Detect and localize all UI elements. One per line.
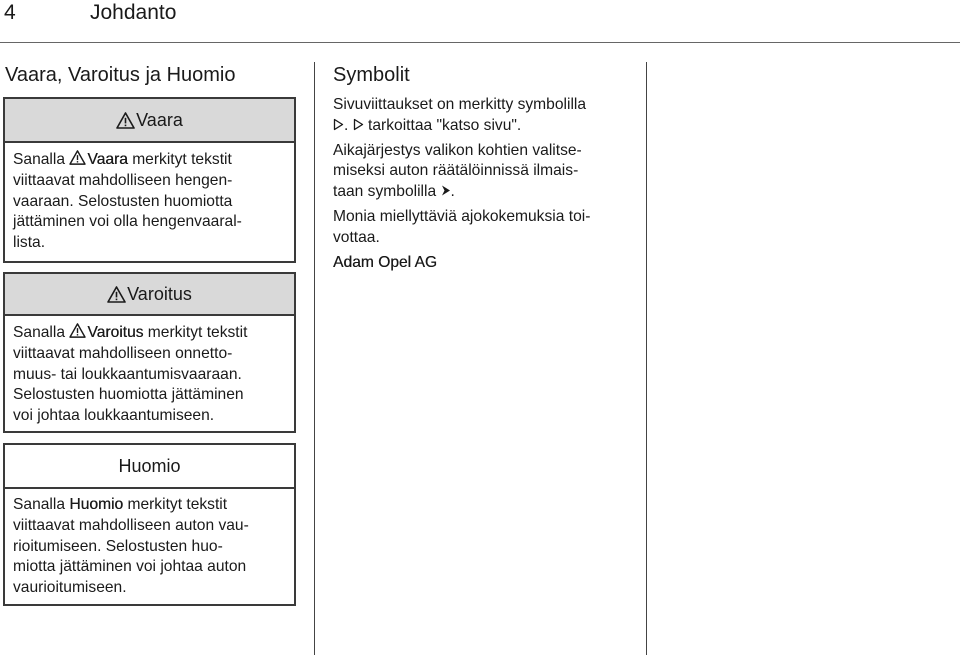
varoitus-box-header <box>3 272 296 316</box>
chapter-title: Johdanto <box>90 1 177 24</box>
symbols-text <box>333 95 638 273</box>
vaara-line-3: vaaraan. Selostusten huomiotta <box>13 192 233 210</box>
varoitus-line-4: Selostusten huomiotta jättäminen <box>13 386 244 404</box>
open-triangle-pointer-icon <box>353 118 364 131</box>
varoitus-lead: Sanalla <box>13 324 66 341</box>
varoitus-keyword: Varoitus <box>87 324 144 341</box>
varoitus-line-2: viittaavat mahdolliseen onnetto- <box>13 344 233 362</box>
symbols-p1-line-2 <box>333 116 638 137</box>
vaara-box-title: Vaara <box>136 109 183 130</box>
signature <box>333 253 638 274</box>
vaara-line-4: jättäminen voi olla hengenvaaral- <box>13 213 242 231</box>
symbols-p2-period: . <box>450 183 455 201</box>
symbols-p1-line-1: Sivuviittaukset on merkitty symbolilla <box>333 96 587 113</box>
huomio-box-text <box>13 495 293 599</box>
varoitus-line-5: voi johtaa loukkaantumiseen. <box>13 407 215 425</box>
column-divider-right <box>646 62 647 655</box>
filled-arrow-icon <box>441 184 451 197</box>
huomio-lead: Sanalla <box>13 496 66 513</box>
symbols-p1-line-2-text: tarkoittaa "katso sivu". <box>368 116 522 134</box>
vaara-box-header <box>3 97 296 143</box>
warning-triangle-icon <box>107 286 126 303</box>
varoitus-line-1-rest: merkityt tekstit <box>147 324 248 341</box>
varoitus-line-3: muus- tai loukkaantumisvaaraan. <box>13 365 242 383</box>
section-heading-symbols: Symbolit <box>333 64 410 86</box>
symbols-p1-dot: . <box>344 116 349 134</box>
varoitus-box-title: Varoitus <box>127 283 192 304</box>
huomio-line-5: vaurioitumiseen. <box>13 579 127 597</box>
vaara-box-text <box>13 150 293 254</box>
vaara-line-2: viittaavat mahdolliseen hengen- <box>13 171 233 189</box>
huomio-line-4: miotta jättäminen voi johtaa auton <box>13 558 247 576</box>
varoitus-line-1 <box>13 323 293 344</box>
huomio-line-2: viittaavat mahdolliseen auton vau- <box>13 516 249 534</box>
header-rule <box>0 42 960 43</box>
symbols-p2 <box>333 141 638 203</box>
huomio-line-1 <box>13 495 293 516</box>
symbols-p2-line-1: Aikajärjestys valikon kohtien valitse- <box>333 141 582 159</box>
signature-text: Adam Opel AG <box>333 253 438 271</box>
symbols-p3-line-1: Monia miellyttäviä ajokokemuksia toi- <box>333 207 591 225</box>
vaara-line-1 <box>13 150 293 171</box>
vaara-keyword: Vaara <box>87 151 128 168</box>
huomio-line-1-rest: merkityt tekstit <box>127 496 228 513</box>
symbols-p3 <box>333 207 638 249</box>
huomio-line-3: rioitumiseen. Selostusten huo- <box>13 537 223 555</box>
symbols-p2-line-3-text: taan symbolilla <box>333 183 437 201</box>
huomio-keyword: Huomio <box>69 496 124 513</box>
symbols-p3-line-2: vottaa. <box>333 228 380 246</box>
vaara-lead: Sanalla <box>13 151 66 168</box>
varoitus-box-text <box>13 323 293 427</box>
vaara-line-1-rest: merkityt tekstit <box>132 151 232 168</box>
warning-triangle-icon <box>116 112 135 129</box>
vaara-line-5: lista. <box>13 234 46 252</box>
huomio-box-title: Huomio <box>118 455 181 476</box>
column-divider-left <box>314 62 315 655</box>
symbols-p2-line-2: miseksi auton räätälöinnissä ilmais- <box>333 162 579 180</box>
page-number: 4 <box>4 1 16 24</box>
warning-triangle-icon <box>69 323 86 338</box>
symbols-p2-line-3 <box>333 182 638 203</box>
section-heading-warnings: Vaara, Varoitus ja Huomio <box>5 64 236 86</box>
open-triangle-pointer-icon <box>333 118 344 131</box>
warning-triangle-icon <box>69 150 86 165</box>
huomio-box-header <box>3 443 296 489</box>
